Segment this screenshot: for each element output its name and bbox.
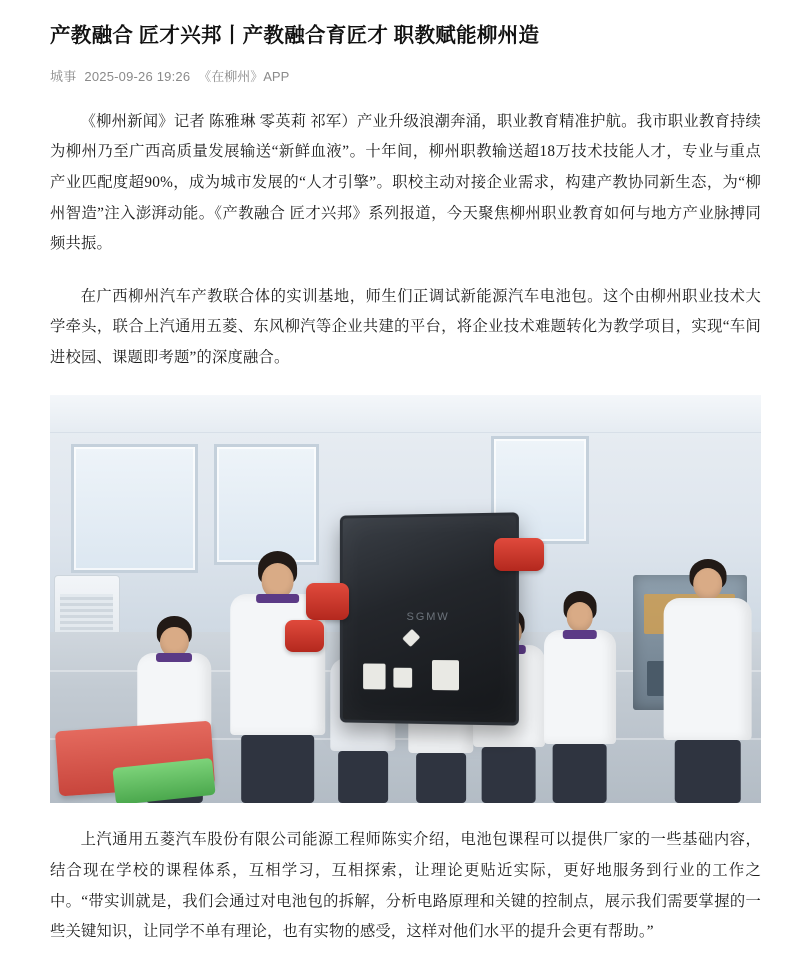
photo-safety-glove — [494, 538, 544, 571]
battery-logo: SGMW — [406, 610, 450, 623]
paragraph-1: 《柳州新闻》记者 陈雅琳 零英莉 祁军）产业升级浪潮奔涌，职业教育精准护航。我市职业教育持续为柳州乃至广西高质量发展输送“新鲜血液”。十年间，柳州职教输送超18万技术技能人才，专业与重点产业匹配度超90%，成为城市发展的“人才引擎”。职校主动对接企业需求，构建产教协同新生态，为“柳州智造”注入澎湃动能。《产教融合 匠才兴邦》系列报道，今天聚焦柳州职业教育如何与地方产业脉搏同频共振。 — [50, 112, 761, 253]
article-body — [50, 107, 761, 948]
training-base-photo — [50, 395, 761, 803]
photo-window — [71, 444, 198, 572]
photo-person — [661, 559, 753, 804]
article-figure — [50, 395, 761, 803]
photo-ceiling — [50, 395, 761, 433]
photo-safety-glove — [306, 583, 349, 620]
page-title: 产教融合 匠才兴邦丨产教融合育匠才 职教赋能柳州造 — [50, 25, 540, 47]
photo-safety-glove — [285, 620, 324, 653]
photo-battery-pack — [340, 512, 519, 725]
paragraph-2: 在广西柳州汽车产教联合体的实训基地，师生们正调试新能源汽车电池包。这个由柳州职业技术大学牵头，联合上汽通用五菱、东风柳汽等企业共建的平台，将企业技术难题转化为教学项目，实现“车间进校园、课题即考题”的深度融合。 — [50, 287, 761, 366]
photo-person — [541, 591, 619, 803]
photo-window — [214, 444, 320, 564]
meta-category: 城事 — [50, 68, 77, 84]
meta-source: 《在柳州》APP — [198, 68, 290, 84]
meta-datetime: 2025-09-26 19:26 — [84, 68, 191, 84]
paragraph-3: 上汽通用五菱汽车股份有限公司能源工程师陈实介绍，电池包课程可以提供厂家的一些基础内容，结合现在学校的课程体系，互相学习，互相探索，让理论更贴近实际，更好地服务到行业的工作之中。“带实训就是，我们会通过对电池包的拆解，分析电路原理和关键的控制点，展示我们需要掌握的一些关键知识，让同学不单有理论，也有实物的感受，这样对他们水平的提升会更有帮助。” — [50, 831, 761, 941]
article-meta — [50, 66, 761, 85]
